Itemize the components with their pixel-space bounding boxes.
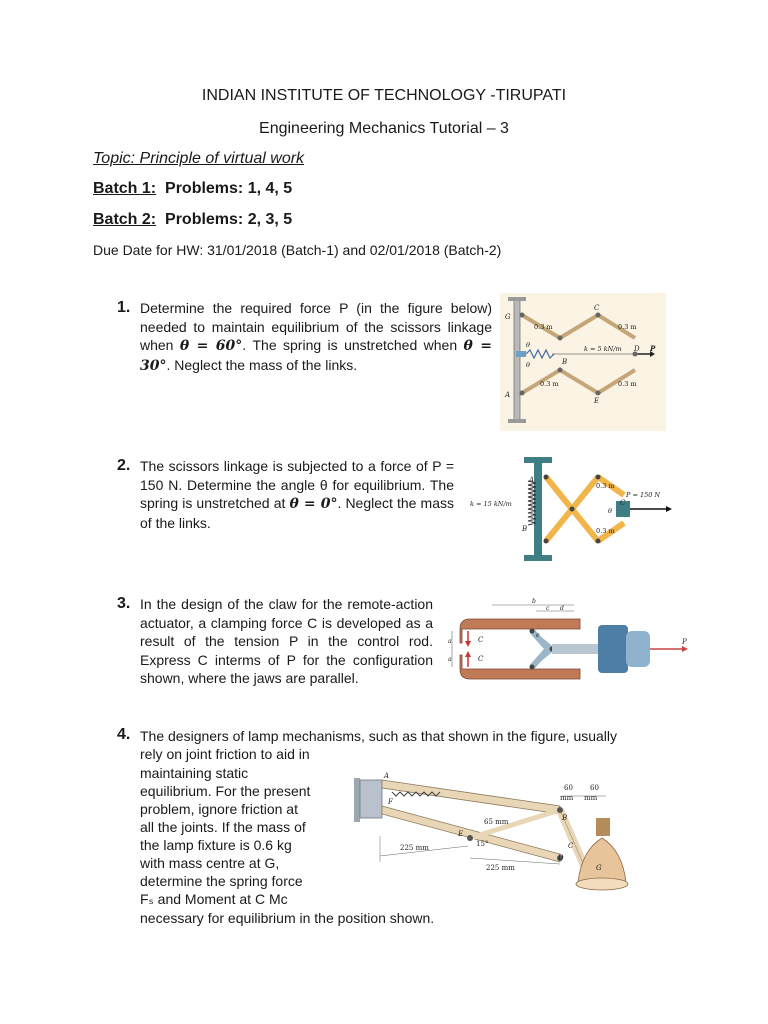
fig1-label: D [634,345,640,353]
problem-4-line-9: determine the spring force [140,873,303,889]
fig3-label: C [478,655,484,663]
problem-2-text [140,457,454,532]
problem-4-line-1: The designers of lamp mechanisms, such as that shown in the figure, usually [140,728,618,744]
problem-2-text-a: The scissors linkage is subjected to a force of P = 150 N. Determine the angle θ for equilibrium. The spring is unstretched at [140,458,454,511]
fig2-label: 0.3 m [596,482,615,490]
fig4-label: 15° [476,840,489,848]
problem-4-line-11: necessary for equilibrium in the position shown. [140,910,435,926]
problem-4-line-6: all the joints. If the mass of [140,819,306,835]
institute-title: INDIAN INSTITUTE OF TECHNOLOGY -TIRUPATI [201,87,567,104]
fig3-label: d [560,605,564,612]
fig3-label: a [448,656,452,663]
fig4-label: 60 [564,784,573,792]
fig3-label: C [478,636,484,644]
fig1-label: θ [526,341,530,349]
fig2-label: C [620,499,626,507]
fig4-label: A [384,772,390,780]
fig4-label: C [568,842,574,850]
fig1-label: B [562,358,568,366]
fig3-label: c [546,605,550,612]
problem-1-text [140,299,492,375]
fig4-label: 225 mm [486,864,515,872]
topic-line: Topic: Principle of virtual work [93,150,305,167]
fig2-label: k = 15 kN/m [470,500,512,508]
batch-2-label: Batch 2: [93,211,157,228]
problem-4-figure [350,766,650,906]
problem-4-line-2: rely on joint friction to aid in [140,746,310,762]
fig4-label: mm [584,794,598,802]
fig4-label: B [562,814,568,822]
batch-2-problems: Problems: 2, 3, 5 [165,211,293,228]
problem-1-figure [500,293,666,431]
batch-1-label: Batch 1: [93,180,157,197]
problem-1-text-b: . The spring is unstretched when [242,337,464,353]
fig1-label: A [505,391,511,399]
fig1-label: P [650,344,656,353]
problem-4-line-3: maintaining static [140,765,249,781]
fig4-label: 65 mm [484,818,509,826]
problem-1-number: 1. [117,299,131,316]
fig2-label: 0.3 m [596,527,615,535]
batch-1-problems: Problems: 1, 4, 5 [165,180,293,197]
problem-4-line-8: with mass centre at G, [140,855,280,871]
fig3-label: P [682,638,687,646]
fig3-label: e [536,632,540,639]
fig3-label: a [448,638,452,645]
problem-2-number: 2. [117,457,131,474]
fig1-label: 0.3 m [534,323,553,331]
problem-1-text-c: . Neglect the mass of the links. [166,356,358,373]
batch-2-line [93,211,292,229]
fig4-label: F [388,798,393,806]
fig4-label: 225 mm [400,844,429,852]
problem-1-math-b: θ = 30° [140,338,492,374]
due-date: Due Date for HW: 31/01/2018 (Batch-1) and 02/01/2018 (Batch-2) [93,242,502,258]
fig4-label: 60 [590,784,599,792]
problem-1-math-a: θ = 60° [179,338,243,354]
problem-4-line-10: Fₛ and Moment at C Mᴄ [140,891,288,907]
fig1-label: G [505,313,511,321]
fig4-label: G [596,864,602,872]
problem-2-math-a: θ = 0° [289,496,338,512]
fig4-label: mm [560,794,574,802]
fig1-label: C [594,304,600,312]
fig2-label: B [522,525,528,533]
problem-1-text-a: Determine the required force P (in the figure below) needed to maintain equilibrium of the scissors linkage when [140,300,492,353]
fig1-label: 0.3 m [618,380,637,388]
tutorial-title: Engineering Mechanics Tutorial – 3 [259,120,509,137]
problem-3-number: 3. [117,595,131,612]
fig1-label: 0.3 m [540,380,559,388]
fig1-label: 0.3 m [618,323,637,331]
fig1-label: E [594,397,600,405]
fig3-label: b [532,598,536,605]
fig2-label: θ [608,507,612,515]
problem-4-line-4: equilibrium. For the present [140,783,311,799]
problem-3-text: In the design of the claw for the remote-action actuator, a clamping force C is developed as a result of the tension P in the control rod. Express C interms of P for the configuration shown, where the jaws are parallel. [140,596,433,686]
fig1-label: k = 5 kN/m [584,345,622,353]
problem-4-line-5: problem, ignore friction at [140,801,298,817]
problem-4-line-7: the lamp fixture is 0.6 kg [140,837,292,853]
fig4-label: E [458,830,464,838]
fig4-label: D [558,854,564,862]
problem-2-figure [466,455,676,565]
problem-4-number: 4. [117,726,131,743]
problem-2-text-b: . Neglect the mass of the links. [140,495,455,531]
fig2-label: P = 150 N [626,491,661,499]
batch-1-line [93,180,292,198]
fig2-label: A [529,476,535,484]
fig1-label: θ [526,361,530,369]
problem-3-figure [440,597,692,701]
